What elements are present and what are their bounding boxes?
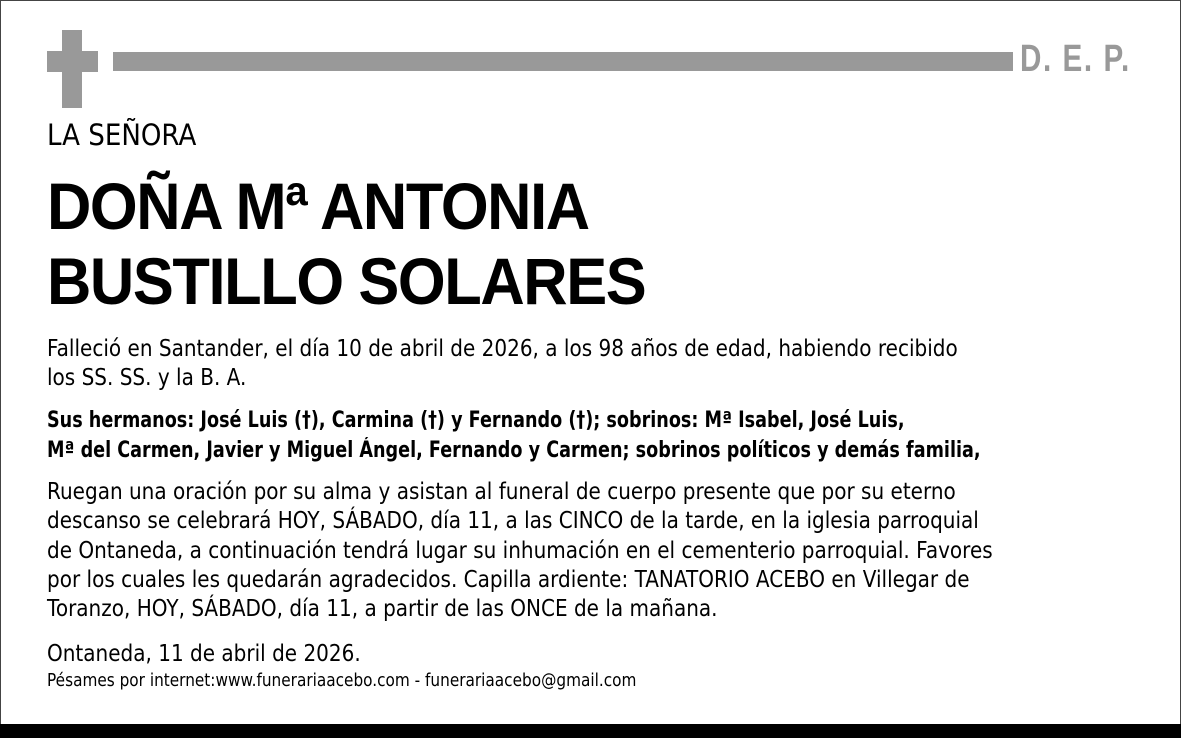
intro-label: LA SEÑORA	[47, 118, 197, 152]
family-line-1: Sus hermanos: José Luis (†), Carmina (†) y Fernando (†); sobrinos: Mª Isabel, José Luis,	[47, 408, 905, 433]
funeral-line-4: por los cuales les quedarán agradecidos. Capilla ardiente: TANATORIO ACEBO en Villegar de	[47, 567, 970, 593]
cross-icon-arm	[47, 51, 98, 72]
funeral-line-2: descanso se celebrará HOY, SÁBADO, día 11, a las CINCO de la tarde, en la iglesia parroquial	[47, 508, 979, 534]
bottom-band	[0, 724, 1181, 738]
funeral-line-3: de Ontaneda, a continuación tendrá lugar su inhumación en el cementerio parroquial. Favores	[47, 538, 993, 564]
place-date: Ontaneda, 11 de abril de 2026.	[47, 641, 361, 667]
deceased-name-line-2: BUSTILLO SOLARES	[47, 244, 646, 318]
death-line-1: Falleció en Santander, el día 10 de abril de 2026, a los 98 años de edad, habiendo recibido	[47, 336, 958, 362]
death-line-2: los SS. SS. y la B. A.	[47, 365, 247, 391]
dep-label: D. E. P.	[1020, 38, 1131, 80]
header-rule	[113, 52, 1013, 71]
funeral-line-5: Toranzo, HOY, SÁBADO, día 11, a partir de las ONCE de la mañana.	[47, 596, 718, 622]
condolences-contact: Pésames por internet:www.funerariaacebo.com - funerariaacebo@gmail.com	[47, 670, 637, 691]
funeral-line-1: Ruegan una oración por su alma y asistan al funeral de cuerpo presente que por su eterno	[47, 479, 956, 505]
family-line-2: Mª del Carmen, Javier y Miguel Ángel, Fernando y Carmen; sobrinos políticos y demás familia,	[47, 438, 981, 463]
deceased-name-line-1: DOÑA Mª ANTONIA	[47, 169, 589, 243]
